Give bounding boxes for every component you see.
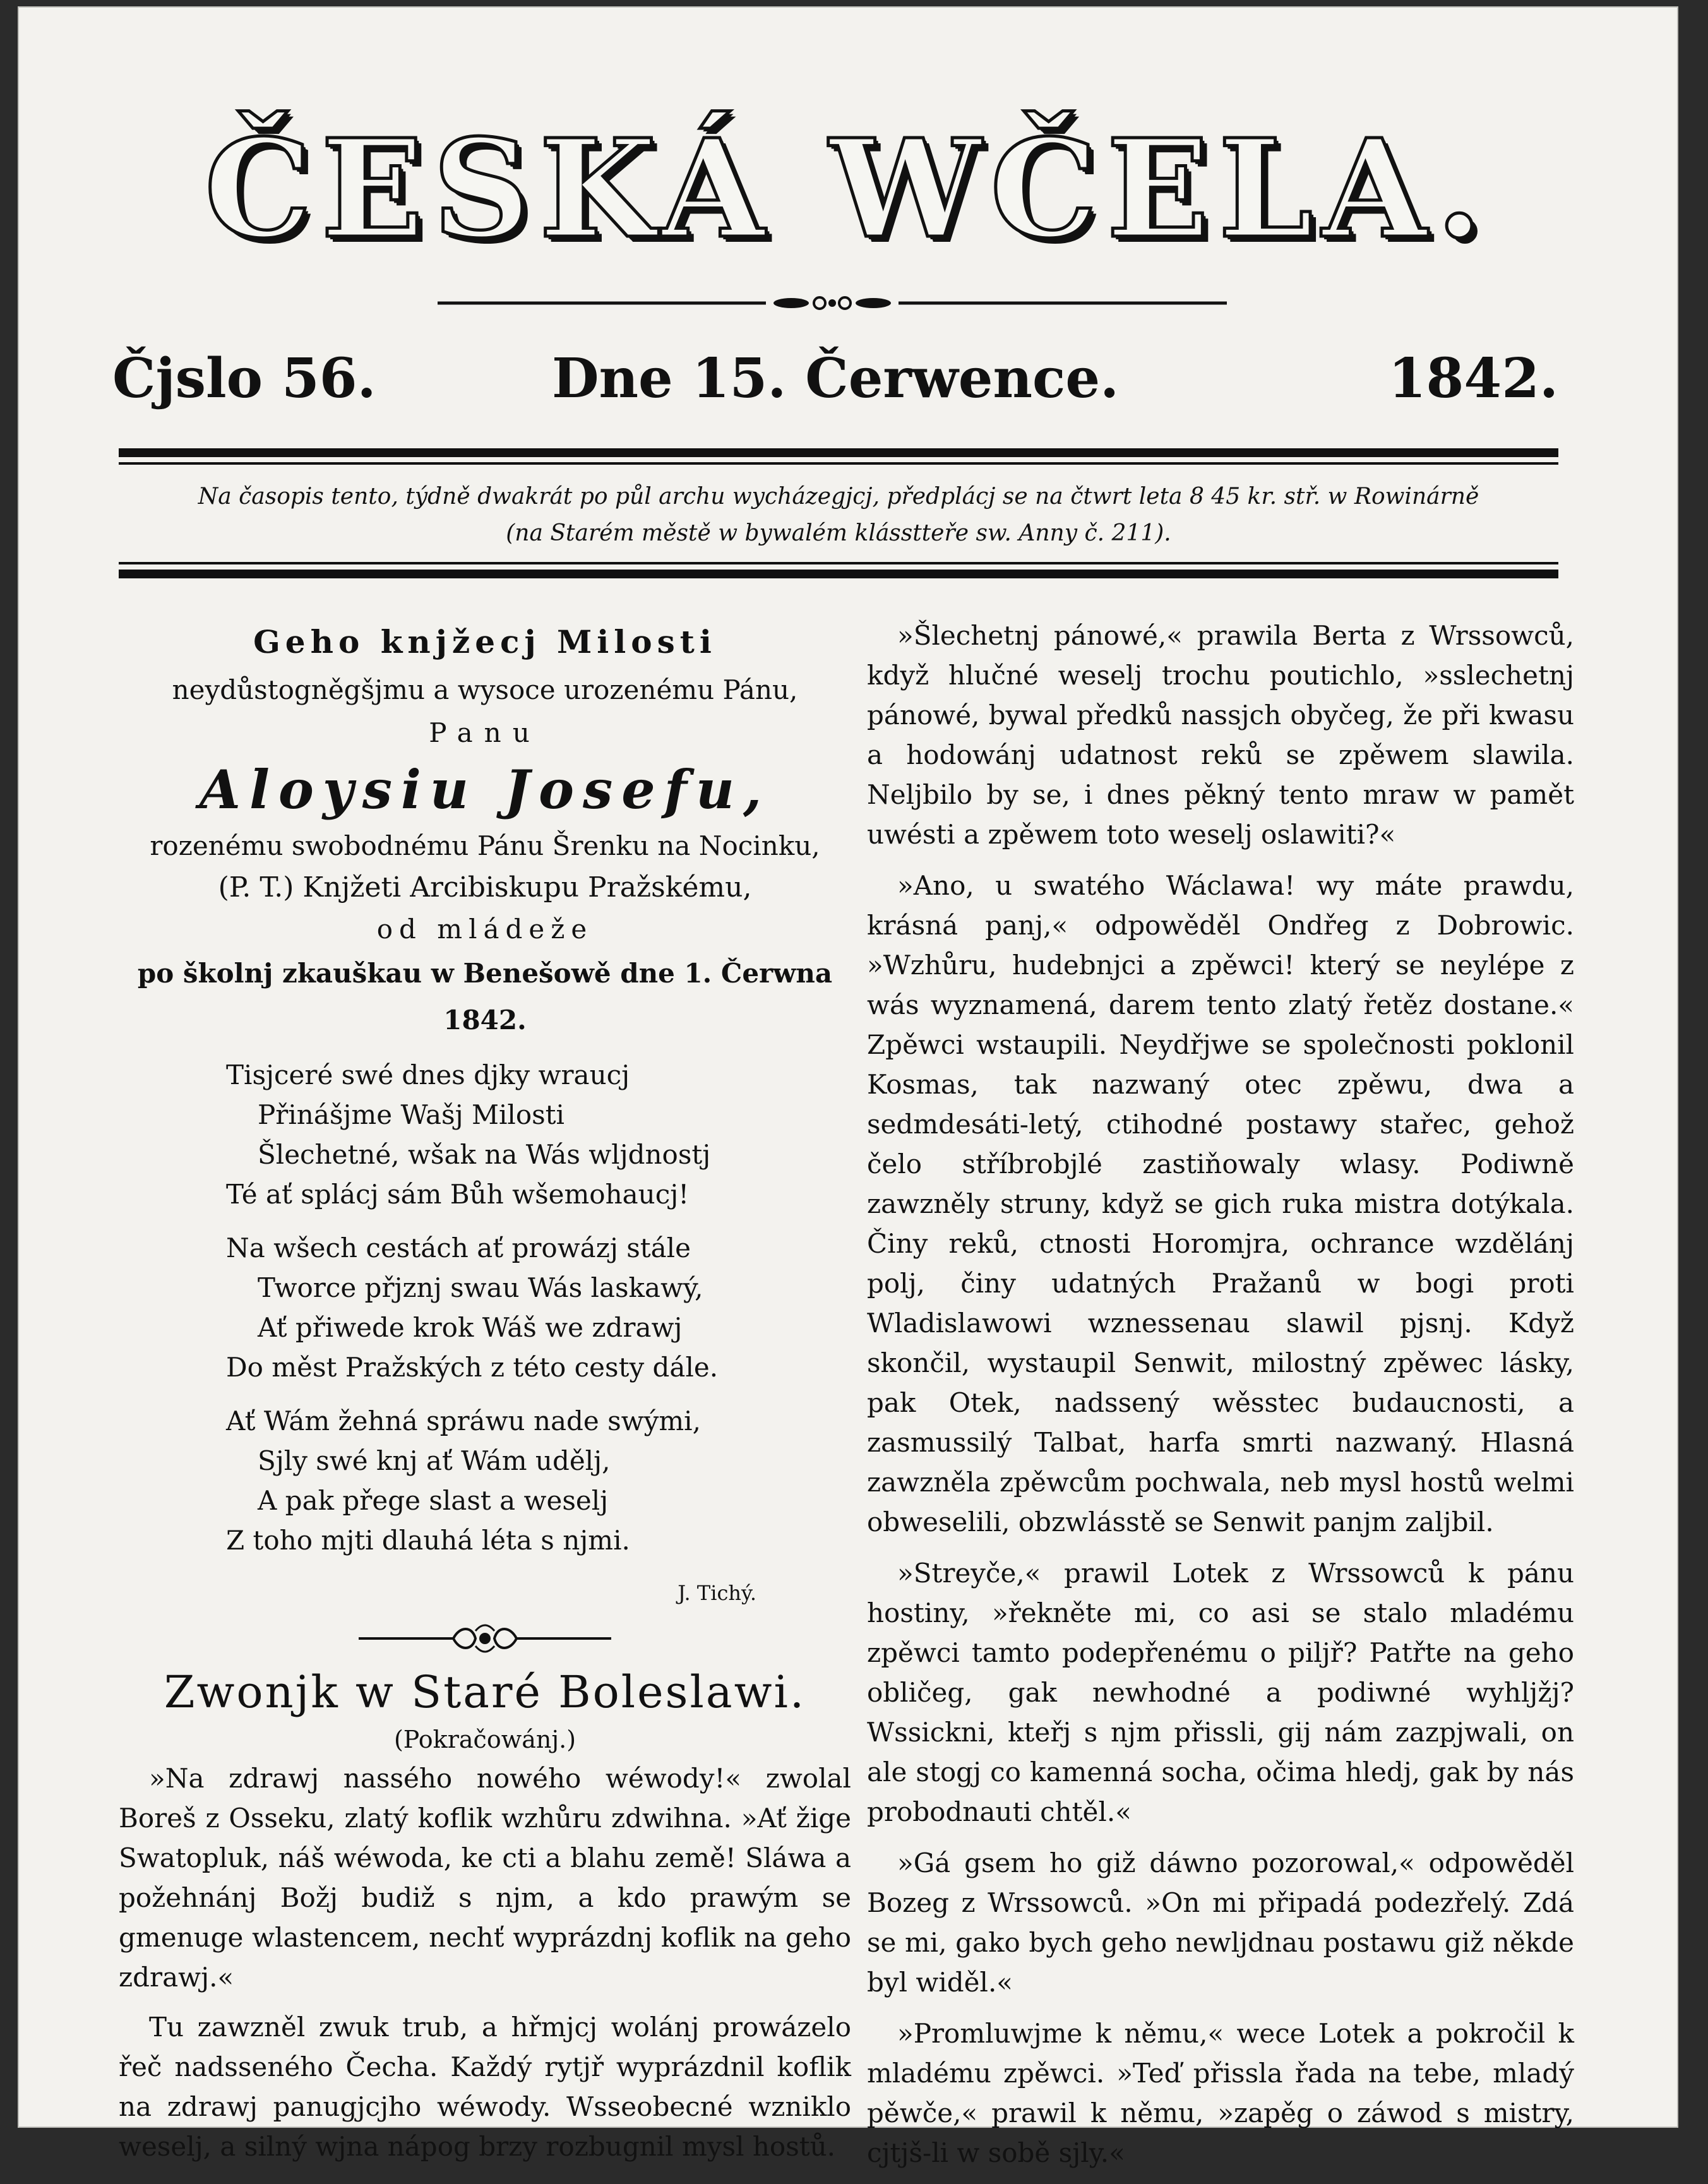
poem-verse-3	[226, 1401, 851, 1560]
poem-line: Sjly swé knj ať Wám udělj,	[258, 1445, 611, 1476]
poem-line: Té ať splácj sám Bůh wšemohaucj!	[226, 1179, 690, 1210]
issue-year: 1842.	[1388, 347, 1558, 410]
poem-line: Do měst Pražských z této cesty dále.	[226, 1352, 719, 1383]
dedication-line: od mládeže	[376, 914, 594, 945]
poem-line: Z toho mjti dlauhá léta s njmi.	[226, 1525, 630, 1556]
dedication-line: (P. T.) Knjžeti Arcibiskupu Pražskému,	[218, 871, 752, 904]
subscription-notice	[119, 479, 1558, 552]
section-ornament	[352, 1620, 618, 1657]
rule-bottom-thick	[119, 570, 1558, 578]
poem-signature: J. Tichý.	[678, 1581, 756, 1605]
article-paragraph: »Gá gsem ho giž dáwno pozorowal,« odpowěděl Bozeg z Wrssowců. »On mi připadá podezřelý. Zdá se mi, gako bych geho newljdnau postawu giž někde byl widěl.«	[867, 1847, 1574, 1998]
issue-date: Dne 15. Čerwence.	[551, 347, 1120, 410]
subscription-line-1: Na časopis tento, týdně dwakrát po půl archu wycházegjcj, předplácj se na čtwrt leta 8 45 kr. stř. w Rowinárně	[198, 484, 1479, 510]
article-paragraph: »Streyče,« prawil Lotek z Wrssowců k pánu hostiny, »řekněte mi, co asi se stalo mladému zpěwci tamto podepřenému o piljř? Patřte na geho obličeg, gak newhodné a podiwné wyhljžj? Wssickni, kteřj s njm přissli, gij nám zazpjwali, on ale stogj co kamenná socha, očima hledj, gak by nás probodnauti chtěl.«	[867, 1558, 1574, 1827]
poem-verse-1	[226, 1055, 851, 1214]
dedication-line: Panu	[429, 717, 541, 748]
masthead-ornament-rule	[438, 292, 1227, 314]
article-paragraph: »Promluwjme k němu,« wece Lotek a pokročil k mladému zpěwci. »Teď přissla řada na tebe, mladý pěwče,« prawil k němu, »zapěg o záwod s mistry, cjtjš-li w sobě sjly.«	[867, 2018, 1574, 2168]
poem-line: Šlechetné, wšak na Wás wljdnostj	[258, 1139, 711, 1170]
poem-line: Tisjceré swé dnes djky wraucj	[226, 1059, 630, 1090]
article-paragraph: »Na zdrawj nassého nowého wéwody!« zwolal Boreš z Osseku, zlatý koflik wzhůru zdwihna. »Ať žige Swatopluk, náš wéwoda, ke cti a blahu země! Sláwa a požehnánj Božj budiž s njm, a kdo prawým se gmenuge wlastencem, nechť wyprázdnj koflik na geho zdrawj.«	[119, 1763, 851, 1993]
masthead-title: ČESKÁ WČELA.	[204, 110, 1492, 268]
article-paragraph: »Ano, u swatého Wáclawa! wy máte prawdu, krásná panj,« odpowěděl Ondřeg z Dobrowic. »Wzhůru, hudebnjci a zpěwci! který se neylépe z wás wyznamená, darem tento zlatý řetěz dostane.« Zpěwci wstaupili. Neydřjwe se společnosti poklonil Kosmas, tak nazwaný otec zpěwu, dwa a sedmdesáti-letý, ctihodné postawy stařec, gehož čelo stříbrobjlé zastiňowaly wlasy. Podiwně zawzněly struny, když se gich ruka mistra dotýkala. Činy reků, ctnosti Horomjra, ochrance wzdělánj polj, činy udatných Pražanů w bogi proti Wladislawowi wznessenau slawil pjsnj. Když skončil, wystaupil Senwit, milostný zpěwec lásky, pak Otek, nadssený wěsstec budaucnosti, a zasmussilý Talbat, harfa smrti nazwaný. Hlasná zawzněla zpěwcům pochwala, neb mysl hostů welmi obweselili, obzwlásstě se Senwit panjm zaljbil.	[867, 870, 1574, 1537]
poem-line: Přinášjme Wašj Milosti	[258, 1099, 564, 1130]
poem-line: Na wšech cestách ať prowázj stále	[226, 1232, 691, 1263]
dedication-line: neydůstogněgšjmu a wysoce urozenému Pánu,	[172, 674, 798, 705]
article-paragraph: »Šlechetnj pánowé,« prawila Berta z Wrssowců, když hlučné weselj trochu poutichlo, »sslechetnj pánowé, bywal předků nassjch obyčeg, že při kwasu a hodowánj udatnost reků se zpěwem slawila. Neljbilo by se, i dnes pěkný tento mraw w pamět uwésti a zpěwem toto weselj oslawiti?«	[867, 620, 1574, 850]
poem-line: Tworce přjznj swau Wás laskawý,	[258, 1272, 703, 1303]
subscription-line-2: (na Starém městě w bywalém klásstteře sw. Anny č. 211).	[506, 520, 1171, 546]
article-paragraph: Tu zawzněl zwuk trub, a hřmjcj wolánj prowázelo řeč nadsseného Čecha. Každý rytjř wyprázdnil koflik na zdrawj panugjcjho wéwody. Wsseobecné wzniklo weselj, a silný wjna nápog brzy rozbugnil mysl hostů.	[119, 2012, 851, 2162]
rule-top-thick	[119, 448, 1558, 457]
poem-line: Ať přiwede krok Wáš we zdrawj	[258, 1312, 683, 1343]
dedication-name: Aloysiu Josefu,	[199, 758, 771, 821]
dedication-line: po školnj zkauškau w Benešowě dne 1. Čerwna 1842.	[137, 958, 833, 1035]
poem-verse-2	[226, 1228, 851, 1387]
rule-bottom-thin	[119, 562, 1558, 564]
issue-number: Čjslo 56.	[112, 347, 376, 410]
poem-line: A pak přege slast a weselj	[258, 1485, 609, 1516]
rule-top-thin	[119, 462, 1558, 465]
dedication-heading: Geho knjžecj Milosti	[253, 623, 717, 660]
article-subtitle: (Pokračowánj.)	[393, 1726, 576, 1753]
article-title: Zwonjk w Staré Boleslawi.	[164, 1666, 806, 1718]
left-column	[119, 616, 851, 2176]
newspaper-page	[18, 6, 1678, 2168]
poem-line: Ať Wám žehná spráwu nade swými,	[226, 1405, 701, 1436]
issue-line	[112, 344, 1558, 414]
dedication-line: rozenému swobodnému Pánu Šrenku na Nocinku,	[150, 830, 820, 861]
poem	[119, 1055, 851, 1560]
right-column	[867, 616, 1574, 2184]
